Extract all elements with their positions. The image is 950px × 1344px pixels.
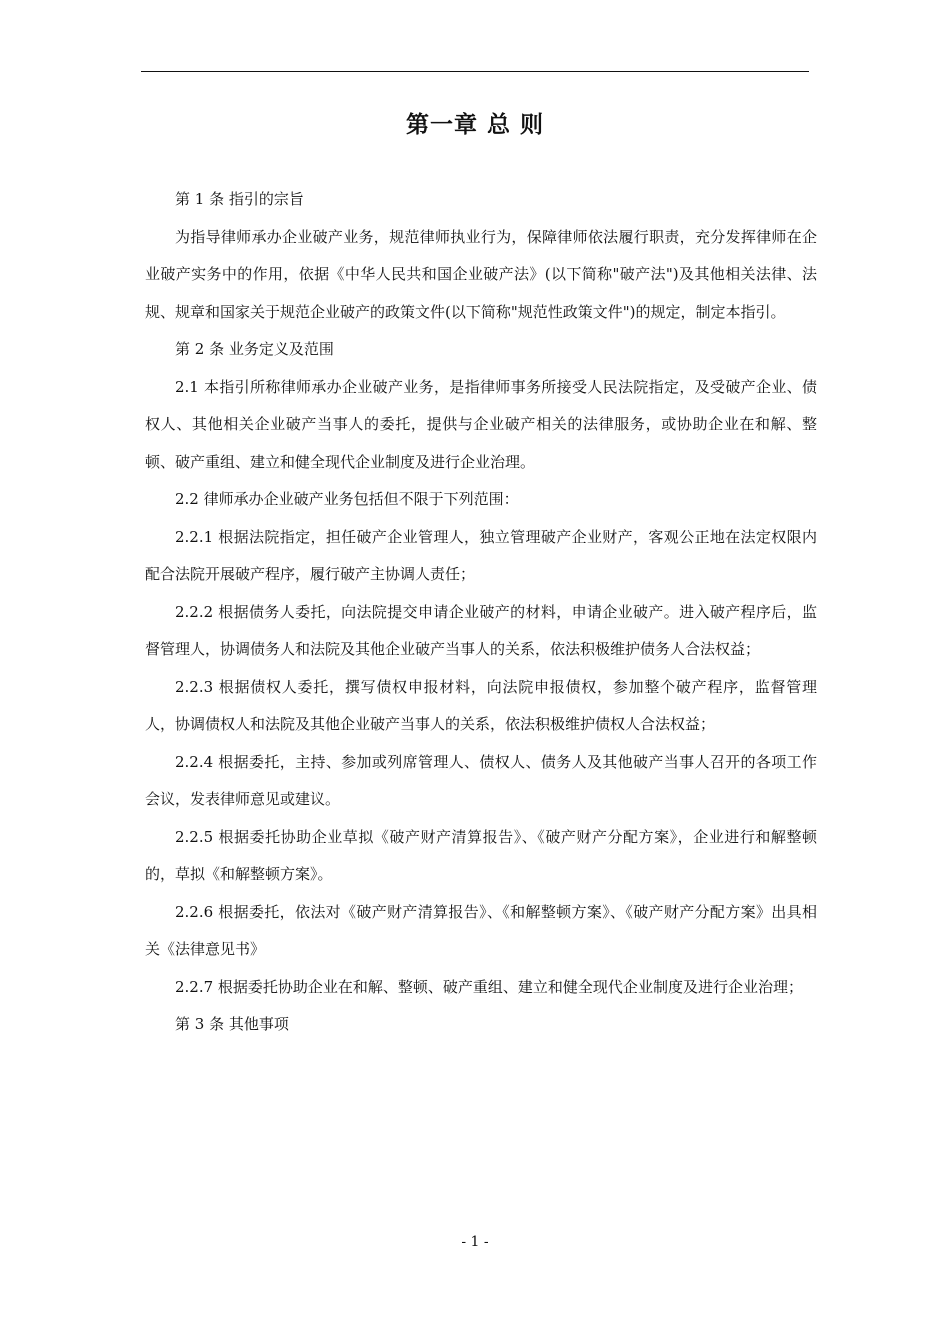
clause-2-2: 2.2 律师承办企业破产业务包括但不限于下列范围： <box>175 490 519 508</box>
article-2-heading: 第 2 条 业务定义及范围 <box>175 340 334 358</box>
clause-2-2-7: 2.2.7 根据委托协助企业在和解、整顿、破产重组、建立和健全现代企业制度及进行企业治理； <box>175 977 803 996</box>
clause-2-2-1: 2.2.1 根据法院指定，担任破产企业管理人，独立管理破产企业财产，客观公正地在法定权限内配合法院开展破产程序，履行破产主协调人责任； <box>145 527 817 583</box>
clause-2-2-5: 2.2.5 根据委托协助企业草拟《破产财产清算报告》、《破产财产分配方案》，企业进行和解整顿的，草拟《和解整顿方案》。 <box>145 827 817 883</box>
article-3-heading: 第 3 条 其他事项 <box>175 1015 289 1033</box>
chapter-title: 第一章 总 则 <box>405 112 544 138</box>
clause-2-2-2: 2.2.2 根据债务人委托，向法院提交申请企业破产的材料，申请企业破产。进入破产程序后，监督管理人，协调债务人和法院及其他企业破产当事人的关系，依法积极维护债务人合法权益； <box>145 602 817 658</box>
header-rule <box>141 71 809 72</box>
page-number: - 1 - <box>461 1234 489 1250</box>
document-body <box>145 181 817 1044</box>
article-1-heading: 第 1 条 指引的宗旨 <box>175 190 304 208</box>
article-1-paragraph: 为指导律师承办企业破产业务，规范律师执业行为，保障律师依法履行职责，充分发挥律师在企业破产实务中的作用，依据《中华人民共和国企业破产法》(以下简称"破产法")及其他相关法律、法规、规章和国家关于规范企业破产的政策文件(以下简称"规范性政策文件")的规定，制定本指引。 <box>145 227 817 321</box>
clause-2-2-6: 2.2.6 根据委托，依法对《破产财产清算报告》、《和解整顿方案》、《破产财产分配方案》出具相关《法律意见书》 <box>145 902 817 958</box>
clause-2-2-4: 2.2.4 根据委托，主持、参加或列席管理人、债权人、债务人及其他破产当事人召开的各项工作会议，发表律师意见或建议。 <box>145 752 817 808</box>
clause-2-2-3: 2.2.3 根据债权人委托，撰写债权申报材料，向法院申报债权，参加整个破产程序，监督管理人，协调债权人和法院及其他企业破产当事人的关系，依法积极维护债权人合法权益； <box>145 677 817 733</box>
clause-2-1: 2.1 本指引所称律师承办企业破产业务，是指律师事务所接受人民法院指定，及受破产企业、债权人、其他相关企业破产当事人的委托，提供与企业破产相关的法律服务，或协助企业在和解、整顿、破产重组、建立和健全现代企业制度及进行企业治理。 <box>145 377 817 471</box>
